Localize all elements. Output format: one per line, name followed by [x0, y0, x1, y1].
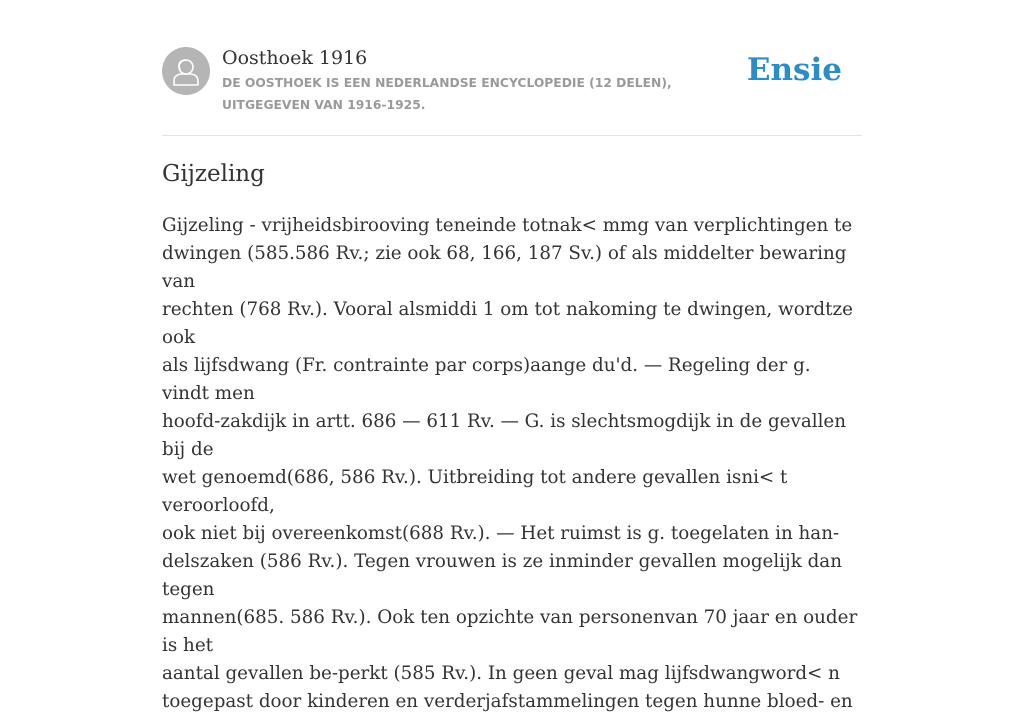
source-header	[162, 46, 862, 136]
entry-body-line: delszaken (586 Rv.). Tegen vrouwen is ze inminder gevallen mogelijk dan tegen	[162, 551, 842, 600]
entry-title: Gijzeling	[162, 161, 265, 187]
entry-body-line: hoofd-zakdijk in artt. 686 — 611 Rv. — G. is slechtsmogdijk in de gevallen bij de	[162, 411, 847, 460]
divider	[162, 135, 862, 136]
source-title[interactable]: Oosthoek 1916	[222, 47, 368, 69]
entry-body-line: dwingen (585.586 Rv.; zie ook 68, 166, 187 Sv.) of als middelter bewaring van	[162, 243, 847, 292]
entry-body-line: mannen(685. 586 Rv.). Ook ten opzichte van personenvan 70 jaar en ouder is het	[162, 607, 858, 656]
entry-body-line: aantal gevallen be-perkt (585 Rv.). In geen geval mag lijfsdwangword< n	[162, 663, 840, 684]
entry-body-line: toegepast door kinderen en verderjafstammelingen tegen hunne bloed- en	[162, 691, 853, 712]
entry-body-line: ook niet bij overeenkomst(688 Rv.). — Het ruimst is g. toegelaten in han-	[162, 523, 840, 544]
entry-body-line: rechten (768 Rv.). Vooral alsmiddi 1 om tot nakoming te dwingen, wordtze ook	[162, 299, 853, 348]
avatar[interactable]	[162, 47, 210, 95]
entry-body	[162, 212, 862, 716]
user-icon	[162, 47, 210, 95]
ensie-logo-link[interactable]: Ensie	[746, 52, 842, 88]
source-description: DE OOSTHOEK IS EEN NEDERLANDSE ENCYCLOPEDIE (12 DELEN), UITGEGEVEN VAN 1916-1925.	[222, 76, 672, 112]
entry-body-line: wet genoemd(686, 586 Rv.). Uitbreiding tot andere gevallen isni< t veroorloofd,	[162, 467, 788, 516]
entry-body-line: als lijfsdwang (Fr. contrainte par corps)aange du'd. — Regeling der g. vindt men	[162, 355, 811, 404]
entry-body-line: Gijzeling - vrijheidsbirooving teneinde totnak< mmg van verplichtingen te	[162, 215, 853, 236]
